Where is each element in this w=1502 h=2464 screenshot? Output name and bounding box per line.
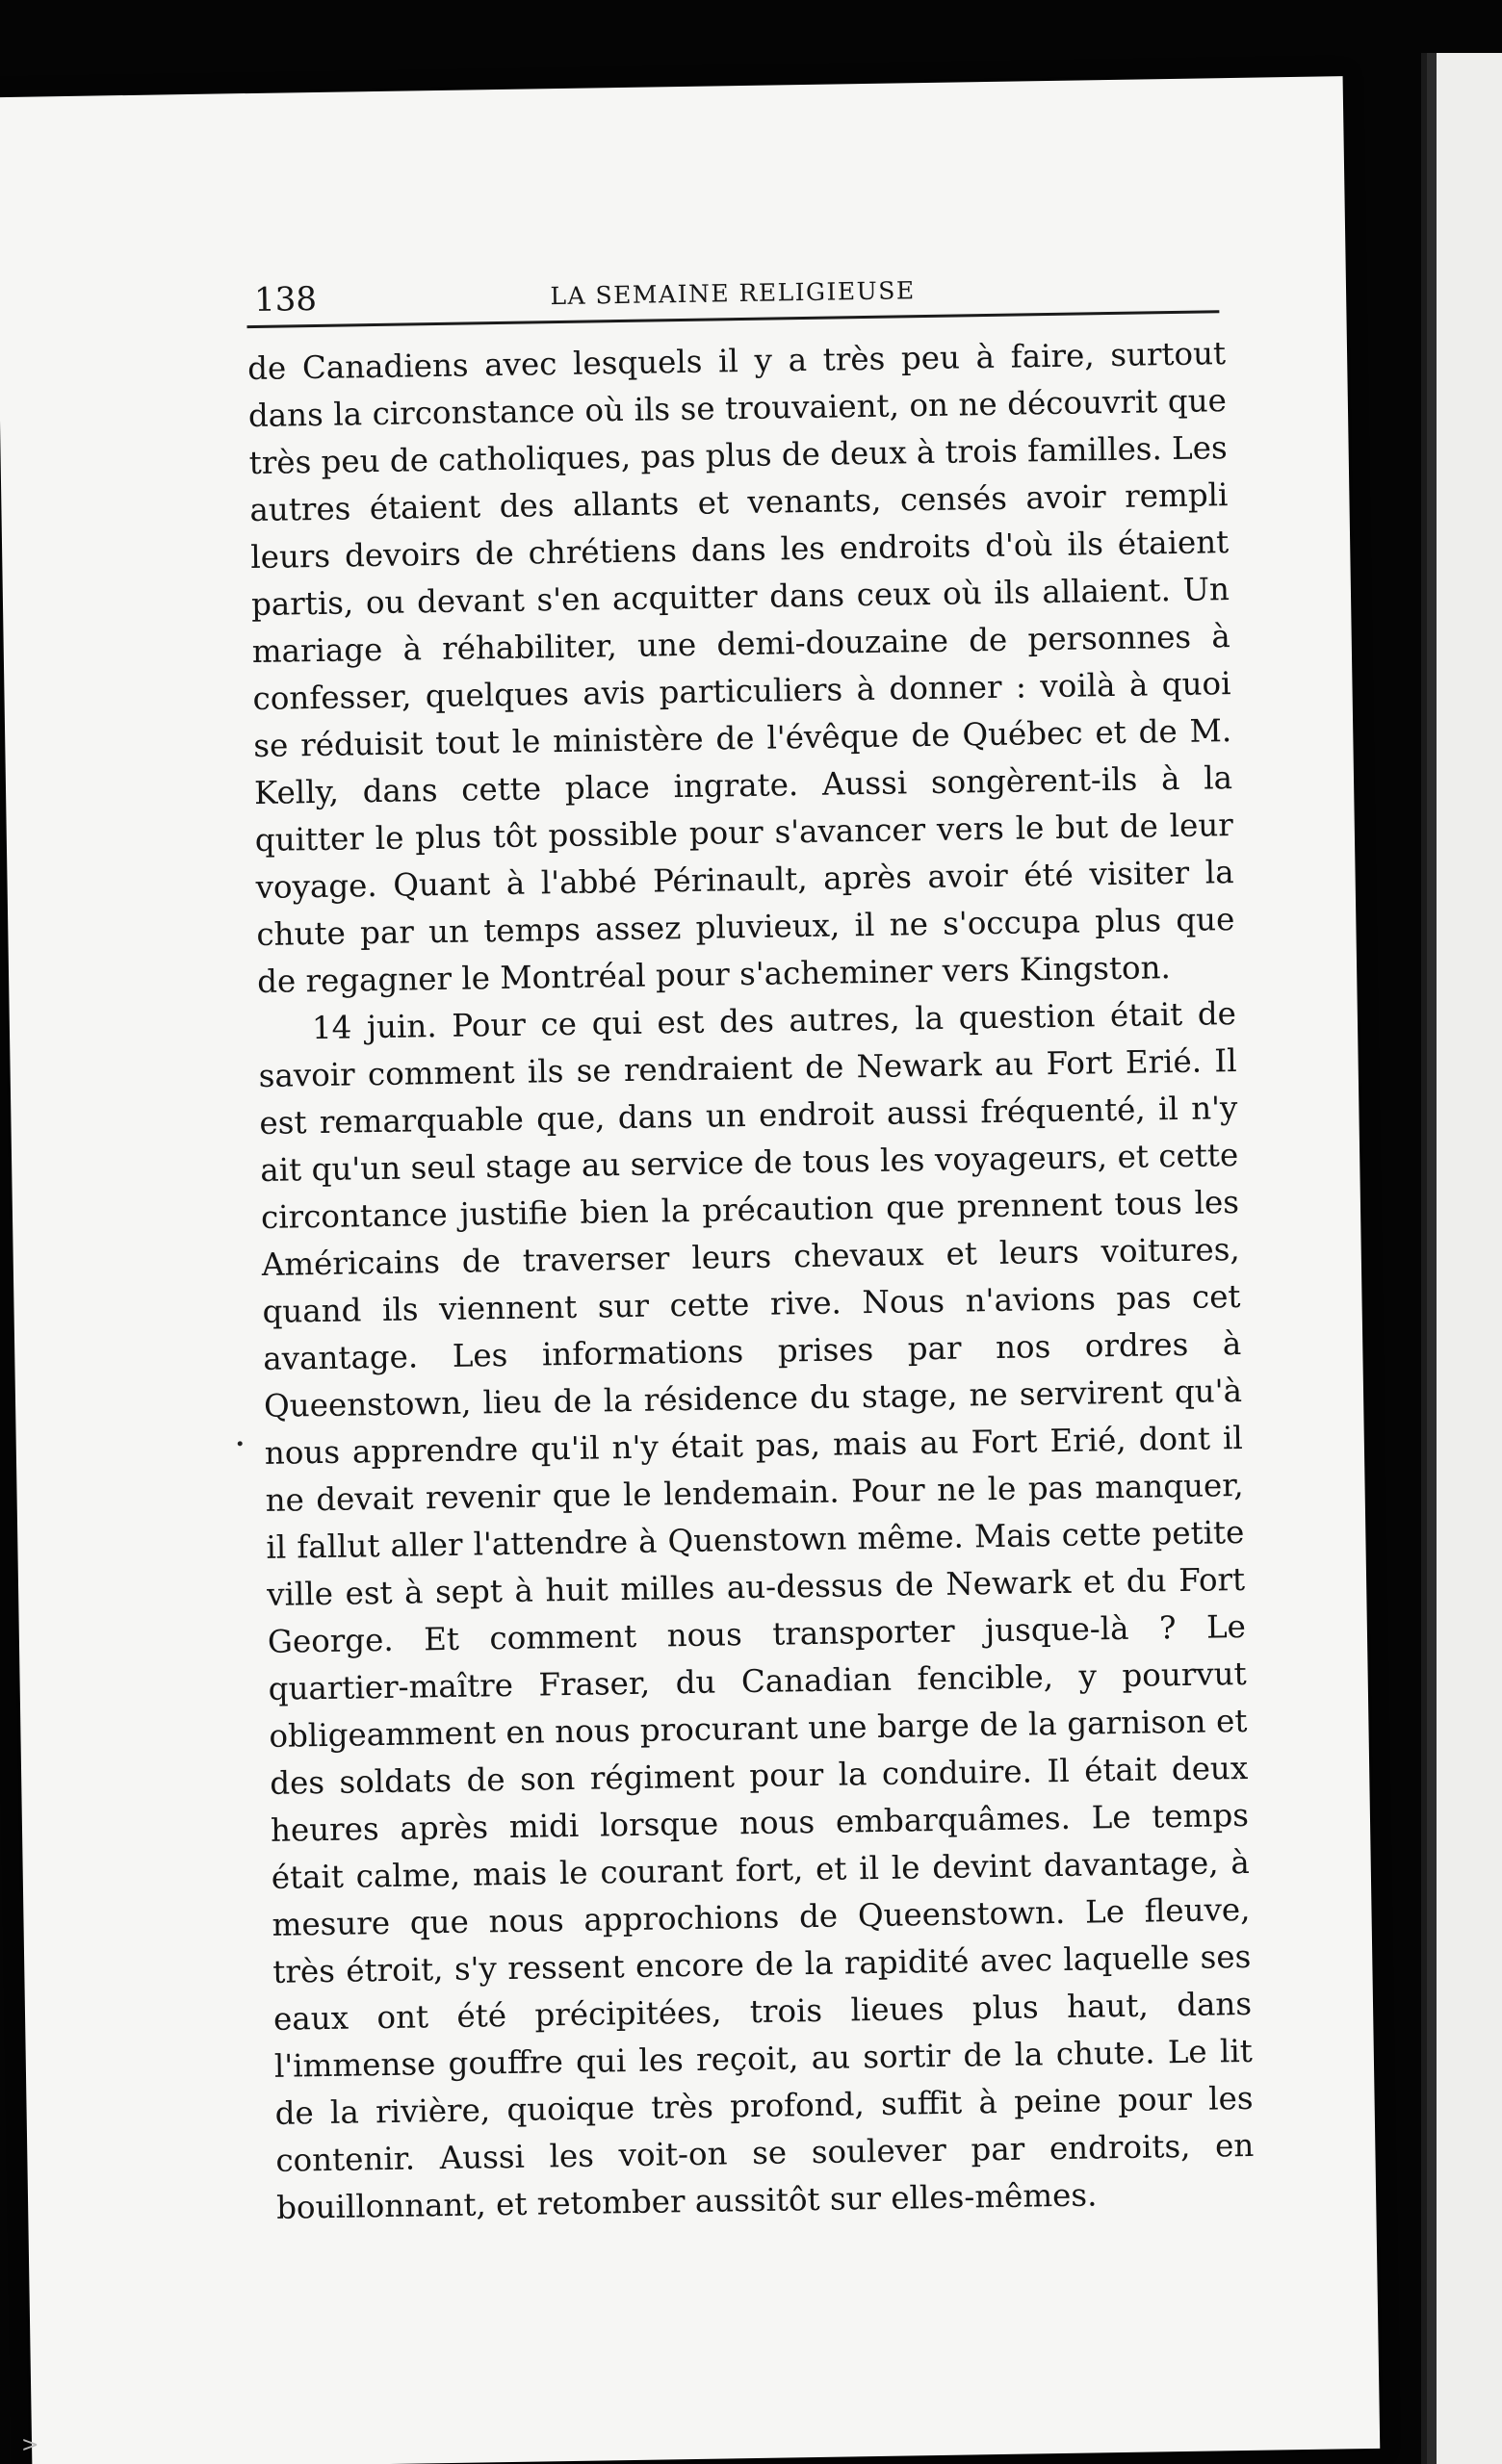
paragraph-june-14: 14 juin. Pour ce qui est des autres, la question était de savoir comment ils se rendraient de Newark au Fort Erié. Il est remarquable que, dans un endroit aussi fréquenté, il n'y ait qu'un seul stage au service de tous les voyageurs, et cette circontance justifie bien la précaution que prennent tous les Américains de traverser leurs chevaux et leurs voitures, quand ils viennent sur cette rive. Nous n'avions pas cet avantage. Les informations prises par nos ordres à Queenstown, lieu de la résidence du stage, ne servirent qu'à nous apprendre qu'il n'y était pas, mais au Fort Erié, dont il ne devait revenir que le lendemain. Pour ne le pas manquer, il fallut aller l'attendre à Quenstown même. Mais cette petite ville est à sept à huit milles au-dessus de Newark et du Fort George. Et comment nous transporter jusque-là ? Le quartier-maître Fraser, du Canadian fencible, y pourvut obligeamment en nous procurant une barge de la garnison et des soldats de son régiment pour la conduire. Il était deux heures après midi lorsque nous embarquâmes. Le temps était calme, mais le courant fort, et il le devint davantage, à mesure que nous approchions de Queenstown. Le fleuve, très étroit, s'y ressent encore de la rapidité avec laquelle ses eaux ont été précipitées, trois lieues plus haut, dans l'immense gouffre qui les reçoit, au sortir de la chute. Le lit de la rivière, quoique très profond, suffit à peine pour les contenir. Aussi les voit-on se soulever par endroits, en bouillonnant, et retomber aussitôt sur elles-mêmes. (258, 995, 1255, 2226)
page-number: 138 (253, 279, 318, 320)
ink-speck (238, 1441, 243, 1446)
page-header (246, 266, 1220, 328)
next-page-edge (1421, 53, 1502, 2464)
margin-mark: > (21, 2433, 39, 2457)
running-title: LA SEMAINE RELIGIEUSE (550, 276, 916, 311)
book-page (0, 76, 1380, 2464)
paragraph-continuation: de Canadiens avec lesquels il y a très peu à faire, surtout dans la circonstance où ils se trouvaient, on ne découvrit que très peu de catholiques, pas plus de deux à trois familles. Les autres étaient des allants et venants, censés avoir rempli leurs devoirs de chrétiens dans les endroits d'où ils étaient partis, ou devant s'en acquitter dans ceux où ils allaient. Un mariage à réhabiliter, une demi-douzaine de personnes à confesser, quelques avis particuliers à donner : voilà à quoi se réduisit tout le ministère de l'évêque de Québec et de M. Kelly, dans cette place ingrate. Aussi songèrent-ils à la quitter le plus tôt possible pour s'avancer vers le but de leur voyage. Quant à l'abbé Périnault, après avoir été visiter la chute par un temps assez pluvieux, il ne s'occupa plus que de regagner le Montréal pour s'acheminer vers Kingston. (246, 335, 1235, 1000)
gutter-shadow (1427, 53, 1437, 2464)
page-body (247, 330, 1256, 2232)
